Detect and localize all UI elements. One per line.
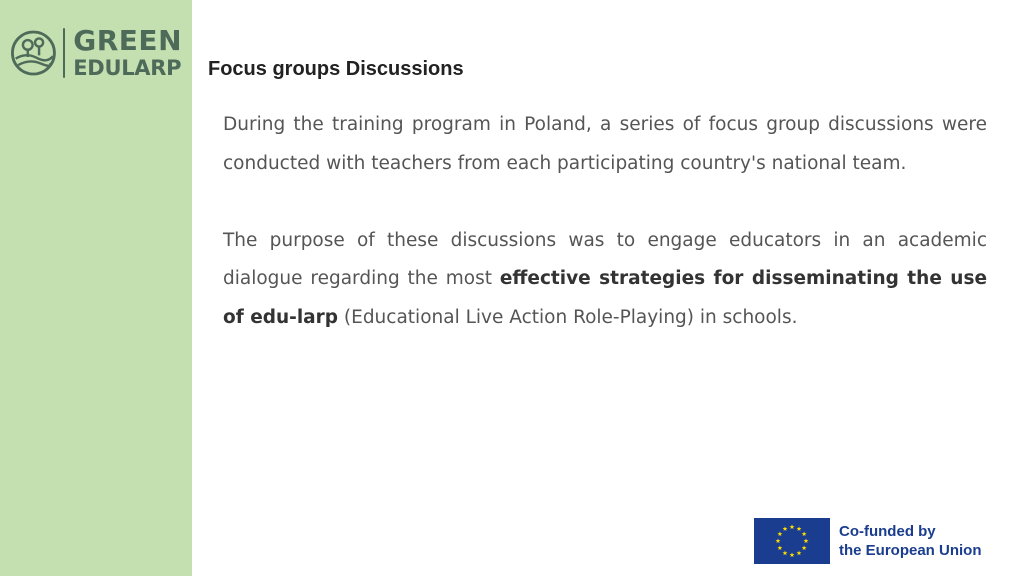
- logo-wordmark: [73, 24, 182, 80]
- paragraph-purpose-emphasis: effective strategies for disseminating the use of edu-larp: [223, 268, 988, 328]
- logo-emblem-icon: [10, 24, 57, 82]
- paragraph-purpose: [223, 222, 987, 338]
- paragraph-training-program: During the training program in Poland, a series of focus group discussions were conducted with teachers from each participating country's national team.: [223, 114, 987, 174]
- eu-flag-icon: [754, 518, 830, 564]
- eu-text-line1: Co-funded by: [839, 523, 936, 540]
- eu-text-line2: the European Union: [839, 542, 982, 559]
- logo-divider: [63, 28, 65, 78]
- eu-cofunded-text: [839, 522, 982, 560]
- eu-cofunded-badge: [754, 518, 982, 564]
- slide-body: [223, 106, 987, 337]
- paragraph-purpose-outro: (Educational Live Action Role-Playing) in schools.: [338, 306, 798, 328]
- paragraph-purpose-intro: The purpose of these discussions was to engage educators in an academic dialogue regarding the most: [223, 229, 987, 289]
- logo-line-edularp: EDULARP: [73, 56, 182, 80]
- sidebar-panel: [0, 0, 192, 576]
- logo-line-green: GREEN: [73, 24, 182, 57]
- slide-title: Focus groups Discussions: [208, 58, 464, 80]
- green-edularp-logo: [10, 22, 182, 84]
